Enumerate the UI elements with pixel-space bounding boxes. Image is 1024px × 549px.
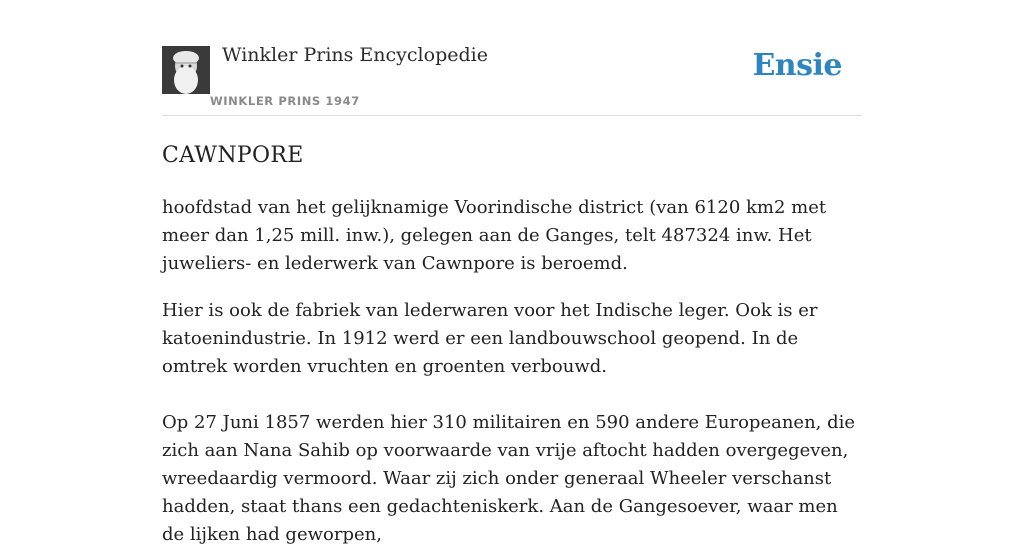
bearded-man-portrait-icon xyxy=(162,46,210,94)
ensie-logo[interactable]: Ensie xyxy=(752,48,842,83)
source-label[interactable]: WINKLER PRINS 1947 xyxy=(210,94,360,108)
article-paragraph: Hier is ook de fabriek van lederwaren voor het Indische leger. Ook is er katoenindustrie. In 1912 werd er een landbouwschool geopend. In de omtrek worden vruchten en groenten verbouwd. xyxy=(162,300,818,377)
article-title: CAWNPORE xyxy=(162,143,304,168)
site-title[interactable]: Winkler Prins Encyclopedie xyxy=(222,44,488,66)
article-paragraph: hoofdstad van het gelijknamige Voorindische district (van 6120 km2 met meer dan 1,25 mill. inw.), gelegen aan de Ganges, telt 487324 inw. Het juweliers- en lederwerk van Cawnpore is beroemd. xyxy=(162,197,827,274)
site-header xyxy=(162,0,862,116)
author-avatar[interactable] xyxy=(162,46,210,94)
article-paragraph: Op 27 Juni 1857 werden hier 310 militairen en 590 andere Europeanen, die zich aan Nana Sahib op voorwaarde van vrije aftocht hadden overgegeven, wreedaardig vermoord. Waar zij zich onder generaal Wheeler verschanst hadden, staat thans een gedachteniskerk. Aan de Gangesoever, waar men de lijken had geworpen, xyxy=(162,412,856,545)
content-column xyxy=(162,0,862,549)
